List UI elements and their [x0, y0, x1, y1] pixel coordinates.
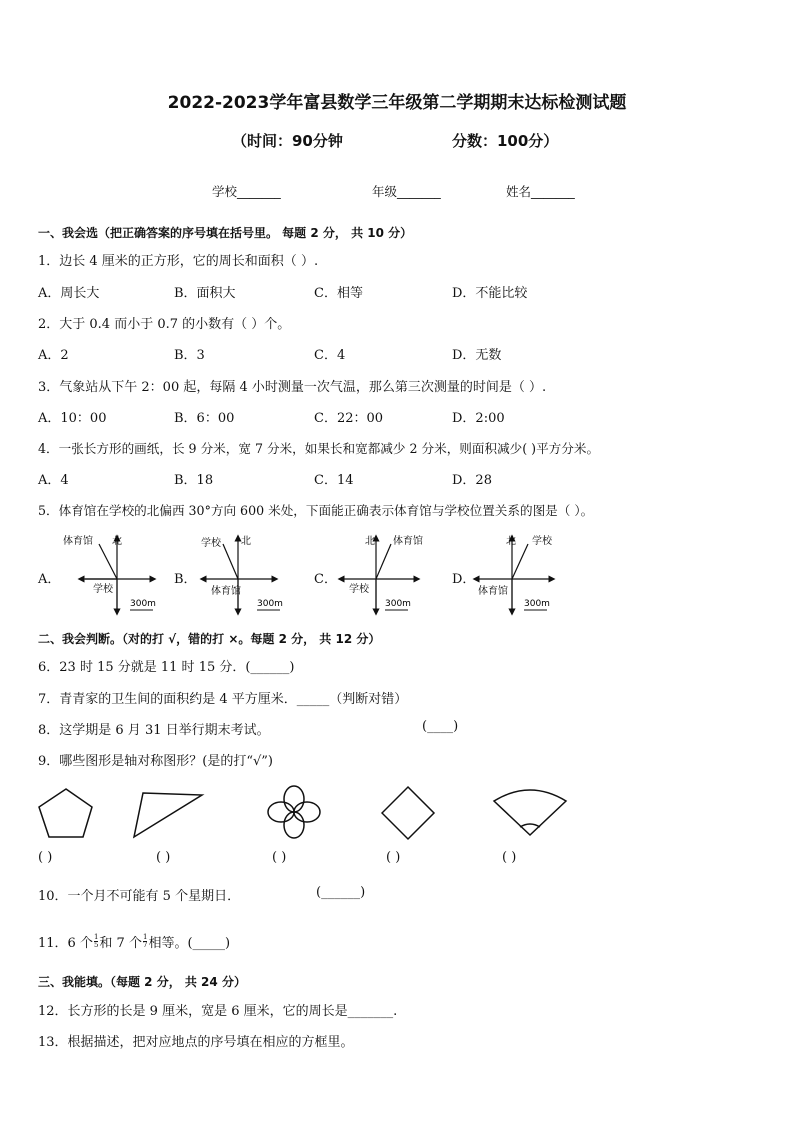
q5-diagram-c [333, 530, 438, 618]
q2-option-b: B．3 [174, 348, 205, 363]
school-label: 学校 [201, 538, 221, 549]
question-9: 9．哪些图形是轴对称图形？(是的打“√”) [38, 754, 273, 769]
q5-diagram-b [193, 530, 298, 618]
q1-option-a: A．周长大 [38, 286, 100, 301]
gym-label: 体育馆 [393, 536, 423, 547]
question-10: 10．一个月不可能有 5 个星期日． [38, 889, 241, 904]
gym-label: 体育馆 [211, 586, 241, 597]
score-label: 分数：100分） [452, 132, 559, 150]
scale-label: 300m [130, 599, 156, 609]
q5-diagram-a [55, 530, 160, 618]
q9-paren-2[interactable]: ( ) [156, 850, 171, 865]
page-title: 2022-2023学年富县数学三年级第二学期期末达标检测试题 [167, 93, 627, 113]
q9-shapes [30, 785, 590, 845]
q9-paren-3[interactable]: ( ) [272, 850, 287, 865]
q3-option-c: C．22：00 [314, 411, 384, 426]
school-field: 学校_______ [212, 184, 281, 199]
scale-label: 300m [257, 599, 283, 609]
q4-option-c: C．14 [314, 473, 354, 488]
q5-option-a: A． [38, 572, 61, 587]
q9-paren-5[interactable]: ( ) [502, 850, 517, 865]
time-label: （时间：90分钟 [232, 132, 343, 150]
question-12: 12．长方形的长是 9 厘米，宽是 6 厘米，它的周长是_______. [38, 1004, 398, 1019]
north-label: 北 [365, 536, 375, 547]
scale-label: 300m [385, 599, 411, 609]
fan-shape [494, 790, 566, 835]
question-8: 8．这学期是 6 月 31 日举行期末考试。 [38, 723, 270, 738]
diamond-shape [382, 787, 434, 839]
question-11 [38, 932, 230, 951]
section-1-heading: 一、我会选（把正确答案的序号填在括号里。 每题 2 分， 共 10 分） [38, 226, 413, 240]
north-label: 北 [241, 536, 251, 547]
triangle-shape [134, 793, 202, 837]
gym-label: 体育馆 [478, 586, 508, 597]
school-label: 学校 [349, 584, 369, 595]
four-leaf-shape [268, 786, 320, 838]
question-3: 3．气象站从下午 2：00 起，每隔 4 小时测量一次气温，那么第三次测量的时间是（ ）. [38, 380, 547, 395]
question-13: 13．根据描述，把对应地点的序号填在相应的方框里。 [38, 1035, 354, 1050]
grade-field: 年级_______ [372, 184, 441, 199]
q10-answer-blank[interactable]: (______) [316, 885, 366, 900]
q5-option-c: C． [314, 572, 337, 587]
q2-option-d: D．无数 [452, 348, 502, 363]
q5-diagram-d [470, 530, 575, 618]
q1-option-b: B．面积大 [174, 286, 236, 301]
scale-label: 300m [524, 599, 550, 609]
school-label: 学校 [532, 536, 552, 547]
section-2-heading: 二、我会判断。（对的打 √，错的打 ×。每题 2 分， 共 12 分） [38, 632, 381, 646]
pentagon-shape [39, 789, 92, 837]
q1-option-c: C．相等 [314, 286, 363, 301]
gym-label: 体育馆 [63, 536, 93, 547]
q9-paren-1[interactable]: ( ) [38, 850, 53, 865]
section-3-heading: 三、我能填。（每题 2 分， 共 24 分） [38, 975, 246, 989]
question-7: 7．青青家的卫生间的面积约是 4 平方厘米．_____（判断对错） [38, 692, 408, 707]
north-label: 北 [506, 536, 516, 547]
q4-option-a: A．4 [38, 473, 69, 488]
q1-option-d: D．不能比较 [452, 286, 528, 301]
q3-option-d: D．2:00 [452, 411, 505, 426]
q2-option-c: C．4 [314, 348, 346, 363]
question-4: 4．一张长方形的画纸，长 9 分米，宽 7 分米，如果长和宽都减少 2 分米，则面积减少( )平方分米。 [38, 441, 600, 456]
north-label: 北 [112, 536, 122, 547]
q4-option-d: D．28 [452, 473, 492, 488]
question-2: 2．大于 0.4 而小于 0.7 的小数有（ ）个。 [38, 317, 291, 332]
fraction-1-7: 1 7 [142, 933, 148, 949]
q3-option-b: B．6：00 [174, 411, 235, 426]
q9-paren-4[interactable]: ( ) [386, 850, 401, 865]
question-5: 5．体育馆在学校的北偏西 30°方向 600 米处，下面能正确表示体育馆与学校位置关系的图是（ ）。 [38, 503, 594, 518]
name-field: 姓名_______ [506, 184, 575, 199]
q11-text-a: 11．6 个 [38, 936, 93, 951]
q4-option-b: B．18 [174, 473, 214, 488]
fraction-1-5: 1 5 [93, 933, 99, 949]
q11-text-b: 和 7 个 [99, 936, 142, 951]
q5-option-b: B． [174, 572, 197, 587]
q11-text-c: 相等。(_____) [148, 936, 231, 951]
q3-option-a: A．10：00 [38, 411, 107, 426]
q5-option-d: D． [452, 572, 476, 587]
question-1: 1．边长 4 厘米的正方形，它的周长和面积（ ）. [38, 254, 319, 269]
school-label: 学校 [93, 584, 113, 595]
q2-option-a: A．2 [38, 348, 69, 363]
q8-answer-blank[interactable]: (____) [422, 719, 459, 734]
question-6: 6．23 时 15 分就是 11 时 15 分．(______) [38, 660, 295, 675]
